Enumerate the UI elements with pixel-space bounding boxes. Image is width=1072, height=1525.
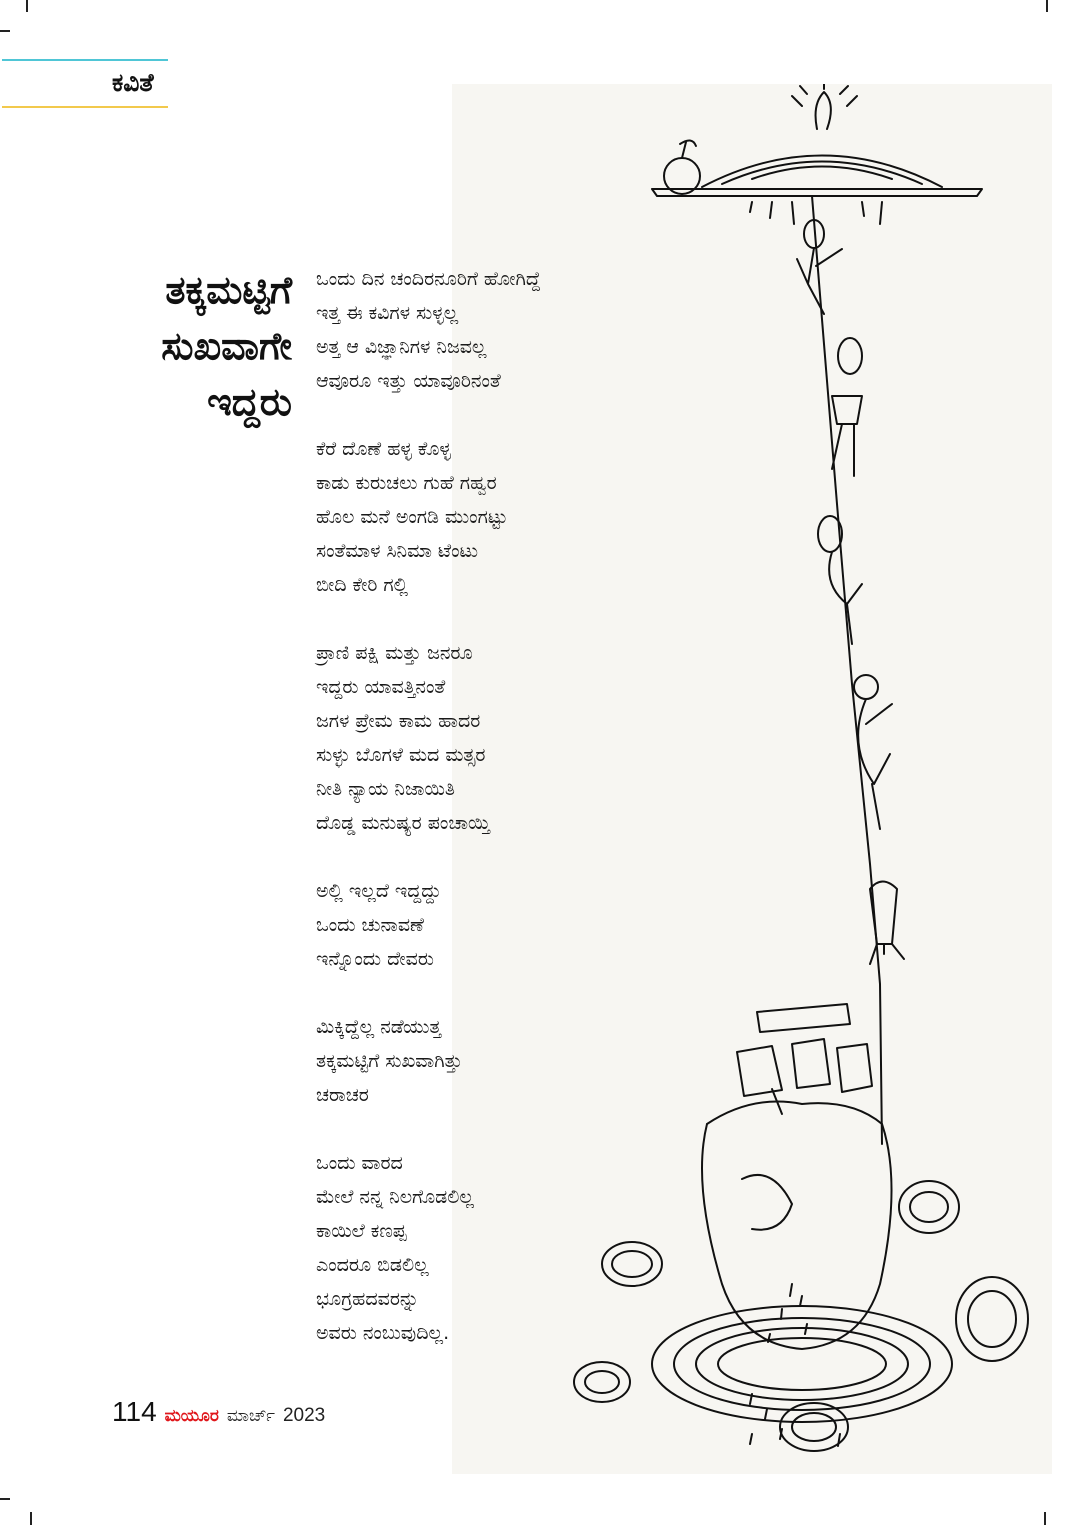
stanza xyxy=(316,1146,696,1350)
poem-line: ಮೇಲೆ ನನ್ನ ನಿಲಗೊಡಲಿಲ್ಲ xyxy=(316,1186,474,1208)
crop-mark xyxy=(1046,0,1048,12)
title-line: ತಕ್ಕಮಟ್ಟಿಗೆ xyxy=(165,268,292,312)
poem-line: ಅಲ್ಲಿ ಇಲ್ಲದೆ ಇದ್ದದ್ದು xyxy=(316,880,442,902)
page-footer xyxy=(112,1396,325,1432)
figure-2 xyxy=(832,338,862,476)
poem-body xyxy=(316,262,696,1384)
poem-line: ಪ್ರಾಣಿ ಪಕ್ಷಿ ಮತ್ತು ಜನರೂ xyxy=(316,642,473,664)
poem-line: ಮಿಕ್ಕಿದ್ದೆಲ್ಲ ನಡೆಯುತ್ತ xyxy=(316,1016,442,1038)
issue-year: 2023 xyxy=(282,1405,326,1426)
figure-5 xyxy=(870,882,904,965)
poem-title xyxy=(96,262,292,430)
platform xyxy=(652,189,982,196)
poem-line: ಅತ್ತ ಆ ವಿಜ್ಞಾನಿಗಳ ನಿಜವಲ್ಲ xyxy=(316,336,487,358)
poem-line: ಕೆರೆ ದೊಣೆ ಹಳ್ಳ ಕೊಳ್ಳ xyxy=(316,438,451,460)
poem-line: ಇನ್ನೊಂದು ದೇವರು xyxy=(316,948,434,970)
poem-line: ಅವರು ನಂಬುವುದಿಲ್ಲ. xyxy=(316,1322,450,1344)
moon-dome xyxy=(702,156,942,188)
poem-line: ಇದ್ದರು ಯಾವತ್ತಿನಂತೆ xyxy=(316,676,446,698)
poem-line: ಎಂದರೂ ಬಿಡಲಿಲ್ಲ xyxy=(316,1254,429,1276)
jar xyxy=(702,1124,892,1349)
section-rule-top xyxy=(2,59,168,61)
poem-line: ಚರಾಚರ xyxy=(316,1084,369,1106)
poem-line: ಸಂತೆಮಾಳ ಸಿನಿಮಾ ಟೆಂಟು xyxy=(316,540,479,562)
stanza xyxy=(316,1010,696,1112)
crop-mark xyxy=(30,1512,32,1525)
poem-line: ನೀತಿ ನ್ಯಾಯ ನಿಜಾಯಿತಿ xyxy=(316,778,455,800)
stanza xyxy=(316,262,696,398)
sprout xyxy=(816,92,831,129)
stanza xyxy=(316,874,696,976)
poem-line: ಕಾಡು ಕುರುಚಲು ಗುಹೆ ಗಹ್ವರ xyxy=(316,472,497,494)
poem-line: ಒಂದು ವಾರದ xyxy=(316,1152,403,1174)
section-label: ಕವಿತೆ xyxy=(112,68,154,97)
stanza xyxy=(316,636,696,840)
issue-month: ಮಾರ್ಚ್ xyxy=(226,1406,275,1426)
crop-mark xyxy=(0,1498,10,1500)
title-line: ಸುಖವಾಗೇ xyxy=(161,324,292,368)
poem-line: ಸುಳ್ಳು ಬೊಗಳೆ ಮದ ಮತ್ಸರ xyxy=(316,744,486,766)
poem-line: ಒಂದು ಚುನಾವಣೆ xyxy=(316,914,424,936)
poem-line: ಕಾಯಿಲೆ ಕಣಪ್ಪ xyxy=(316,1220,407,1242)
crop-mark xyxy=(0,30,10,32)
poem-line: ಬೀದಿ ಕೇರಿ ಗಲ್ಲಿ xyxy=(316,574,409,596)
books xyxy=(737,1004,872,1114)
figure-4 xyxy=(854,675,892,829)
magazine-logo: ಮಯೂರ xyxy=(164,1406,219,1426)
poem-line: ತಕ್ಕಮಟ್ಟಿಗೆ ಸುಖವಾಗಿತ್ತು xyxy=(316,1050,463,1072)
poem-line: ಹೊಲ ಮನೆ ಅಂಗಡಿ ಮುಂಗಟ್ಟು xyxy=(316,506,508,528)
section-rule-bottom xyxy=(2,106,168,108)
poem-line: ಆವೂರೂ ಇತ್ತು ಯಾವೂರಿನಂತೆ xyxy=(316,370,501,392)
crop-mark xyxy=(26,0,28,12)
poem-line: ಭೂಗ್ರಹದವರನ್ನು xyxy=(316,1288,420,1310)
poem-line: ದೊಡ್ಡ ಮನುಷ್ಯರ ಪಂಚಾಯ್ತಿ xyxy=(316,812,491,834)
poem-line: ಒಂದು ದಿನ ಚಂದಿರನೂರಿಗೆ ಹೋಗಿದ್ದೆ xyxy=(316,268,541,290)
poem-line: ಇತ್ತ ಈ ಕವಿಗಳ ಸುಳ್ಳಲ್ಲ xyxy=(316,302,459,324)
crop-mark xyxy=(1044,1512,1046,1525)
stanza xyxy=(316,432,696,602)
poem-line: ಜಗಳ ಪ್ರೇಮ ಕಾಮ ಹಾದರ xyxy=(316,710,481,732)
title-line: ಇದ್ದರು xyxy=(207,380,292,424)
page-number: 114 xyxy=(112,1396,157,1427)
